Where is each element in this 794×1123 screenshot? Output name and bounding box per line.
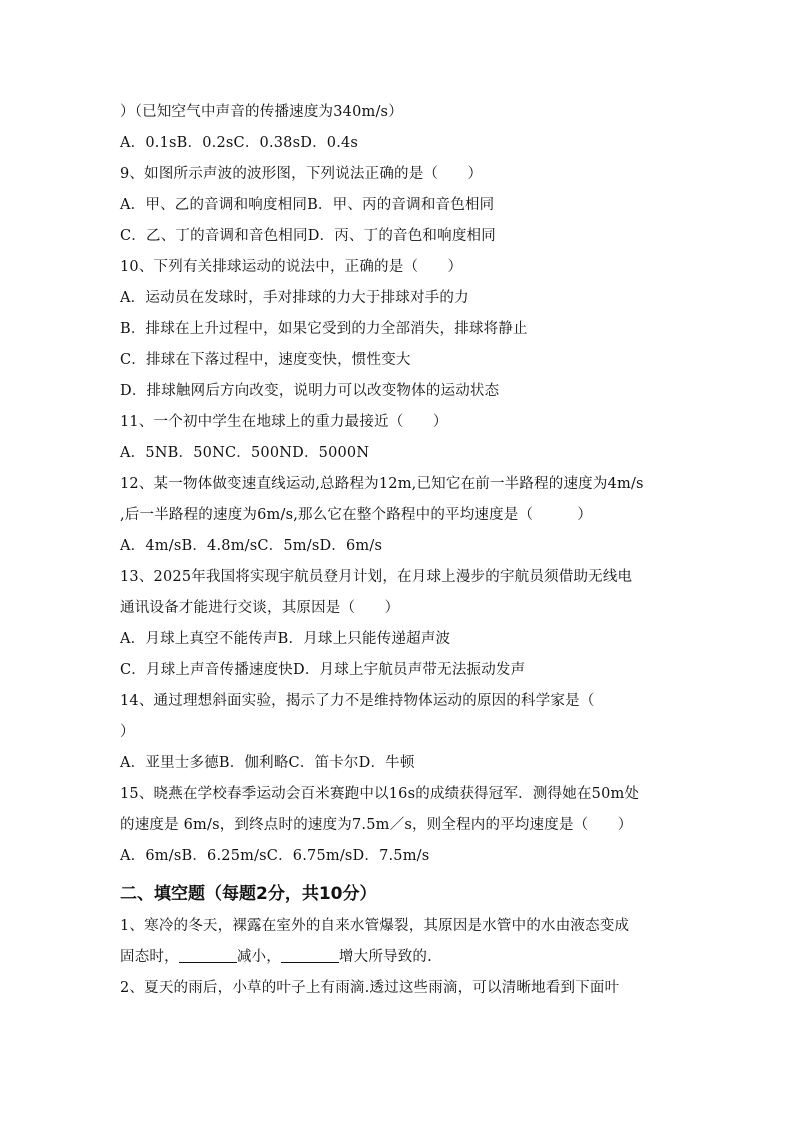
fill-question-1-text-c: 增大所导致的. xyxy=(338,949,432,965)
question-11-options: A．5NB．50NC．500ND．5000N xyxy=(120,445,370,461)
question-13-stem: 13、2025年我国将实现宇航员登月计划，在月球上漫步的宇航员须借助无线电 xyxy=(120,569,633,585)
answer-blank-1 xyxy=(179,947,237,963)
question-10-stem: 10、下列有关排球运动的说法中，正确的是（ ） xyxy=(120,259,463,275)
question-8-tail: ）（已知空气中声音的传播速度为340m/s） xyxy=(120,104,403,120)
fill-question-1-text-b: 减小， xyxy=(236,949,281,965)
question-12-options: A．4m/sB．4.8m/sC．5m/sD．6m/s xyxy=(120,538,383,554)
answer-blank-2 xyxy=(281,947,339,963)
question-9-options-cd: C．乙、丁的音调和音色相同D．丙、丁的音色和响度相同 xyxy=(120,228,496,244)
question-14-options: A．亚里士多德B．伽利略C．笛卡尔D．牛顿 xyxy=(120,755,415,771)
question-10-option-b: B．排球在上升过程中，如果它受到的力全部消失，排球将静止 xyxy=(120,321,528,337)
question-9-options-ab: A．甲、乙的音调和响度相同B．甲、丙的音调和音色相同 xyxy=(120,197,495,213)
question-13-stem-cont: 通讯设备才能进行交谈，其原因是（ ） xyxy=(120,600,400,616)
question-14-stem: 14、通过理想斜面实验，揭示了力不是维持物体运动的原因的科学家是（ xyxy=(120,693,595,709)
question-12-stem-cont: ,后一半路程的速度为6m/s,那么它在整个路程中的平均速度是（ ） xyxy=(120,507,593,523)
question-15-options: A．6m/sB．6.25m/sC．6.75m/sD．7.5m/s xyxy=(120,848,430,864)
question-15-stem-cont: 的速度是 6m/s，到终点时的速度为7.5m／s，则全程内的平均速度是（ ） xyxy=(120,817,633,833)
document-page xyxy=(120,97,680,1004)
question-12-stem: 12、某一物体做变速直线运动,总路程为12m,已知它在前一半路程的速度为4m/s xyxy=(120,476,644,492)
fill-question-2-stem: 2、夏天的雨后，小草的叶子上有雨滴.透过这些雨滴，可以清晰地看到下面叶 xyxy=(120,980,620,996)
fill-question-1-text-a: 固态时， xyxy=(120,949,179,965)
question-10-option-c: C．排球在下落过程中，速度变快，惯性变大 xyxy=(120,352,411,368)
question-10-option-d: D．排球触网后方向改变，说明力可以改变物体的运动状态 xyxy=(120,383,500,399)
question-10-option-a: A．运动员在发球时，手对排球的力大于排球对手的力 xyxy=(120,290,469,306)
fill-question-1-stem-cont xyxy=(120,942,680,973)
question-14-stem-cont: ） xyxy=(120,724,135,740)
fill-question-1-stem: 1、寒冷的冬天，裸露在室外的自来水管爆裂，其原因是水管中的水由液态变成 xyxy=(120,918,630,934)
question-9-stem: 9、如图所示声波的波形图，下列说法正确的是（ ） xyxy=(120,166,483,182)
section-heading-fill-in: 二、填空题（每题2分，共10分） xyxy=(120,884,377,904)
question-13-options-ab: A．月球上真空不能传声B．月球上只能传递超声波 xyxy=(120,631,451,647)
question-11-stem: 11、一个初中学生在地球上的重力最接近（ ） xyxy=(120,414,448,430)
question-8-options: A．0.1sB．0.2sC．0.38sD．0.4s xyxy=(120,135,359,151)
question-15-stem: 15、晓燕在学校春季运动会百米赛跑中以16s的成绩获得冠军．测得她在50m处 xyxy=(120,786,640,802)
question-13-options-cd: C．月球上声音传播速度快D．月球上宇航员声带无法振动发声 xyxy=(120,662,526,678)
